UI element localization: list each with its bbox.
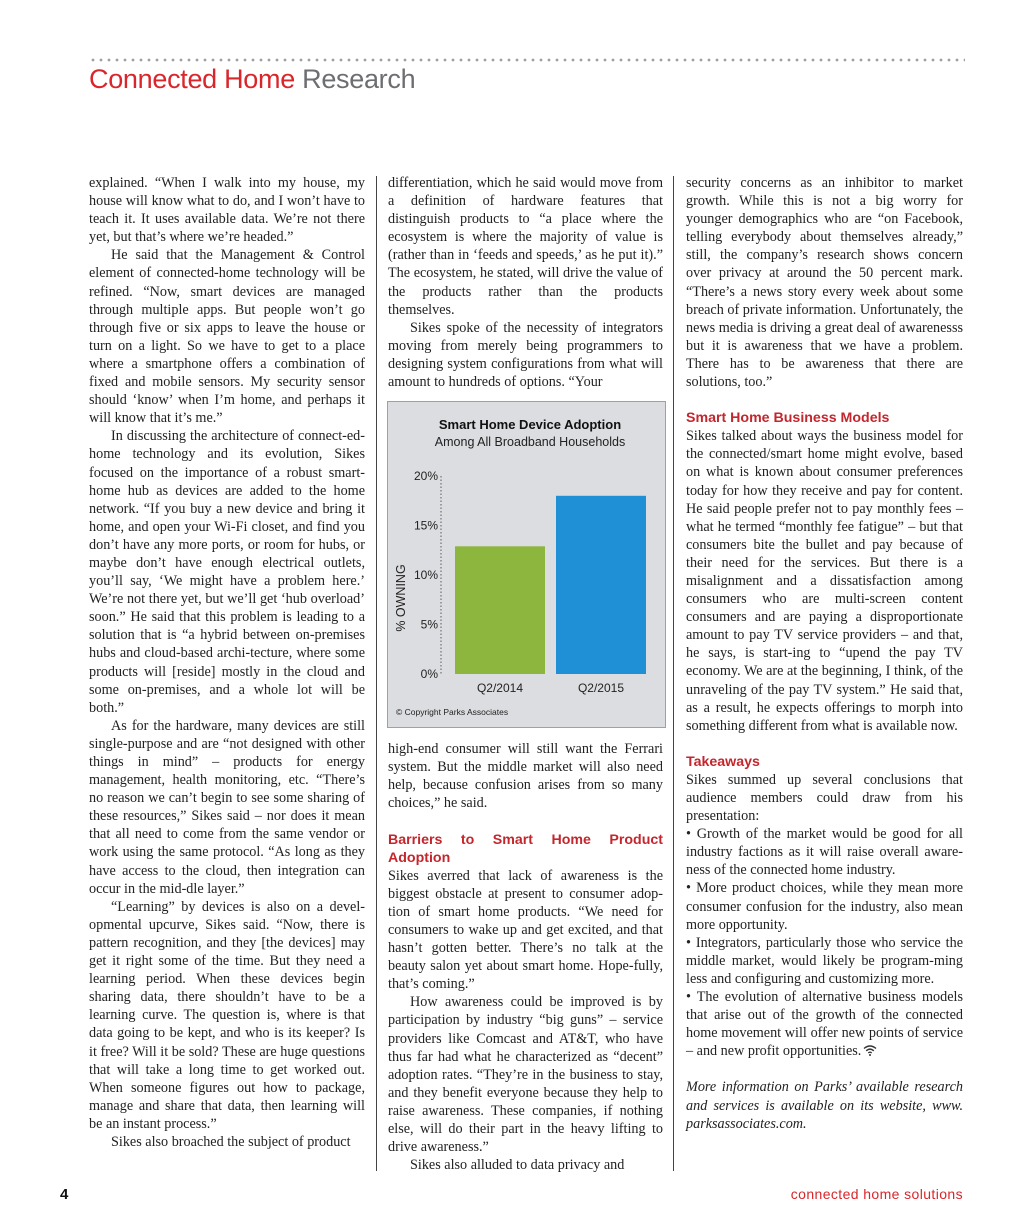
- article-column-2: [388, 174, 663, 1174]
- header-title-gray: Research: [302, 64, 416, 94]
- chart-subtitle: Among All Broadband Households: [434, 435, 626, 450]
- y-tick-label: 20%: [413, 469, 438, 484]
- article-column-3: [686, 174, 963, 1133]
- paragraph: How awareness could be improved is by participation by industry “big guns” – service providers like Comcast and AT&T, who have thus far had what he characterized as “decent” adoption rates. “They’re in the business to stay, and they benefit everyone because they help to raise awareness. These companies, if nothing else, will do their part in the heavy lifting to drive awareness.”: [388, 994, 663, 1156]
- paragraph: In discussing the architecture of connect-ed-home technology and its evolution, Sikes focused on the importance of a robust smart-home hub as devices are added to the home network. “If you buy a new device and bring it home, and open your Wi-Fi closet, and find you don’t have any more ports, or room for hubs, or maybe don’t have enough electrical outlets, you’ll say, ‘We might have a problem here.’ We’re not there yet, but we’ll get ‘hub overload’ soon.” He said that this problem is leading to a solution that is “a hybrid between on-premises hubs and cloud-based archi-tecture, where some products will [reside] mostly in the cloud and some on-premises, and a whole lot will be both.”: [89, 428, 365, 716]
- chart-title: Smart Home Device Adoption: [438, 417, 622, 433]
- header-dotted-rule: [89, 56, 965, 64]
- adoption-chart: [387, 401, 666, 728]
- header-title-red: Connected Home: [89, 64, 295, 94]
- bars: [455, 496, 646, 674]
- closing-note: More information on Parks’ available research and services is available on its website, www. parksassociates.com.: [686, 1079, 963, 1132]
- chart-y-axis-label: % OWNING: [394, 564, 408, 632]
- chart-copyright: © Copyright Parks Associates: [396, 707, 509, 718]
- paragraph: explained. “When I walk into my house, my house will know what to do, and I won’t have to teach it. It uses available data. We’re not there yet, but that’s where we’re headed.”: [89, 175, 365, 246]
- y-tick-label: 15%: [413, 518, 438, 533]
- bullet-text: • The evolution of alternative business models that arise out of the growth of the connected home movement will offer new points of service – and new profit opportunities.: [686, 989, 963, 1060]
- bullet-item: • Growth of the market would be good for all industry factions as it will raise overall aware-ness of the connected home industry.: [686, 826, 963, 879]
- x-tick-label: Q2/2014: [476, 681, 524, 696]
- section-heading-business-models: Smart Home Business Models: [686, 410, 890, 427]
- bullet-item: • More product choices, while they mean more consumer confusion for the industry, also mean more opportunity.: [686, 880, 963, 933]
- paragraph: He said that the Management & Control element of connected-home technology will be refined. “Now, smart devices are managed through multiple apps. But people won’t go through five or six apps to leave the house or turn on a light. So we have to get to a place where a smartphone offers a combination of fixed and mobile sensors. My security sensor should ‘know’ when I’m home, and perhaps it will know that it’s me.”: [89, 247, 365, 427]
- y-tick-label: 0%: [420, 667, 438, 682]
- paragraph: differentiation, which he said would move from a definition of hardware features that distinguish products to “a place where the ecosystem is where the majority of value is (rather than in ‘feeds and speeds,’ as he put it).” The ecosystem, he stated, will drive the value of the products rather than the products themselves.: [388, 175, 663, 318]
- page-number: 4: [60, 1186, 69, 1203]
- paragraph: Sikes talked about ways the business model for the connected/smart home might evolve, based on what is known about consumer preferences today for how they receive and pay for content. He said people prefer not to pay monthly fees – what he termed “monthly fee fatigue” – but that consumers bite the bullet and pay because of their need for the services. But there is a misalignment and a dissatisfaction among consumers who are multi-screen content consumers and are paying a disproportionate amount to pay TV service providers – and that, he says, is start-ing to “upend the pay TV economy. We are at the beginning, I think, of the unraveling of the pay TV system.” He said that, as a result, he expects offerings to morph into something different from what is available now.: [686, 428, 963, 734]
- column-rule-2: [673, 176, 674, 1171]
- y-ticks: [414, 469, 438, 681]
- publication-name: connected home solutions: [790, 1186, 963, 1202]
- y-tick-label: 10%: [413, 568, 438, 583]
- bar-q2-2014: [455, 546, 545, 674]
- paragraph: Sikes also alluded to data privacy and: [410, 1157, 625, 1174]
- article-column-1: [89, 174, 365, 1151]
- paragraph: Sikes spoke of the necessity of integrators moving from merely being programmers to designing system configurations from what will amount to hundreds of options. “Your: [388, 319, 663, 391]
- y-tick-label: 5%: [420, 617, 438, 632]
- paragraph: “Learning” by devices is also on a devel-opmental upcurve, Sikes said. “Now, there is pattern recognition, and they [the devices] may get it right some of the time. But they need a learning period. When these devices begin sharing data, there shouldn’t have to be a learning curve. The question is, where is that data going to be kept, and who is its keeper? Is it free? Will it be sold? These are huge questions that will take a long time to get worked out. When someone figures out how to package, manage and share that data, then learning will be an instant process.”: [89, 898, 365, 1132]
- section-heading-takeaways: Takeaways: [686, 753, 760, 770]
- paragraph: Sikes summed up several conclusions that audience members could draw from his presentation:: [686, 771, 963, 825]
- paragraph: Sikes averred that lack of awareness is the biggest obstacle at present to consumer adop-tion of smart home products. “We need for consumers to wake up and get excited, and that hasn’t gotten better. There’s no talk at the beauty salon yet about smart home. Hope-fully, that’s coming.”: [388, 867, 663, 993]
- section-heading-barriers: Barriers to Smart Home Product Adoption: [388, 831, 663, 866]
- paragraph: As for the hardware, many devices are still single-purpose and are “not designed with other things in mind” – products for energy management, health monitoring, etc. “There’s no reason we can’t begin to see some sharing of these resources,” Sikes said – nor does it mean that all need to come from the same vendor or work using the same protocol. “As long as they have access to the cloud, then integration can occur in the mid-dle layer.”: [89, 717, 365, 897]
- chart-svg: [388, 402, 665, 727]
- paragraph: Sikes also broached the subject of product: [111, 1133, 351, 1150]
- paragraph: security concerns as an inhibitor to market growth. While this is not a big worry for younger demographics who are “on Facebook, telling everybody about themselves already,” still, the company’s research shows concern over privacy at around the 50 percent mark. “There’s a news story every week about some breach of private information. Unfortunately, the news media is driving a great deal of awarenesss but it is awareness that we have a problem. There has to be awareness that there are solutions, too.”: [686, 175, 963, 391]
- bullet-item: • Integrators, particularly those who service the middle market, would likely be program-ming less and configuring and customizing more.: [686, 934, 963, 987]
- x-labels: [477, 681, 624, 695]
- section-header: [89, 64, 415, 95]
- bar-q2-2015: [556, 496, 646, 674]
- x-tick-label: Q2/2015: [577, 681, 625, 696]
- paragraph: high-end consumer will still want the Ferrari system. But the middle market will also need help, because confusion arises from so many choices,” he said.: [388, 741, 663, 812]
- wifi-icon: [863, 1044, 877, 1056]
- bullet-item-last: [686, 988, 963, 1060]
- column-rule-1: [376, 176, 377, 1171]
